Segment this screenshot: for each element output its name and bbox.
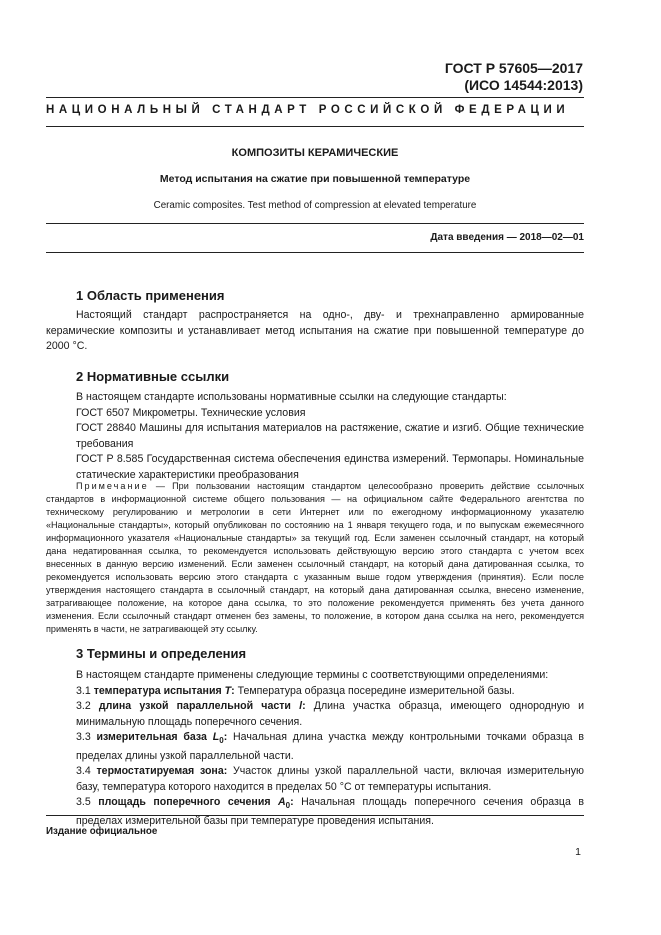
reference-item: ГОСТ 6507 Микрометры. Технические условия <box>76 406 306 419</box>
section-2-body <box>46 390 584 483</box>
standard-code-block <box>445 60 583 94</box>
term-definition: 3.1 температура испытания T: Температура образца посередине измерительной базы. <box>76 684 515 697</box>
section-3-body <box>46 668 584 829</box>
term-definition: 3.5 площадь поперечного сечения $A_0$: Начальная площадь поперечного сечения образца в пределах измерительной базы при температуре проведения испытания. <box>76 796 584 827</box>
section-2-note <box>46 480 584 636</box>
document-title: КОМПОЗИТЫ КЕРАМИЧЕСКИЕ <box>231 147 399 159</box>
term-definition: 3.4 термостатируемая зона: Участок длины узкой параллельной части, включая измерительную базу, температура которого находится в пределах 50 °С от температуры испытания. <box>76 765 584 793</box>
term-subscript: 0 <box>285 801 291 811</box>
top-rule <box>46 97 584 98</box>
term-name: площадь поперечного сечения <box>98 796 271 809</box>
term-text: Длина участка образца, имеющего однородную и минимальную площадь поперечного сечения. <box>76 700 584 728</box>
term-definition: 3.2 длина узкой параллельной части l: Длина участка образца, имеющего однородную и минимальную площадь поперечного сечения. <box>76 700 584 728</box>
note-label: Примечание <box>76 481 149 491</box>
term-text: Начальная длина участка между контрольными точками образца в пределах длины узкой параллельной части. <box>76 731 584 762</box>
term-text: Температура образца посередине измерительной базы. <box>234 684 515 697</box>
term-text: Начальная площадь поперечного сечения образца в пределах измерительной базы при температуре проведения испытания. <box>76 796 584 827</box>
reference-item: ГОСТ Р 8.585 Государственная система обеспечения единства измерений. Термопары. Номинальные статические характеристики преобразования <box>76 453 584 481</box>
footer-rule <box>46 815 584 816</box>
term-subscript: 0 <box>219 736 224 746</box>
term-name: длина узкой параллельной части <box>98 700 291 712</box>
title-rule <box>46 223 584 224</box>
term-symbol: A <box>278 796 286 809</box>
term-symbol: L <box>212 731 220 743</box>
term-definition: 3.3 измерительная база $L_0$: Начальная длина участка между контрольными точками образца в пределах длины узкой параллельной части. <box>76 731 584 762</box>
reference-item: ГОСТ 28840 Машины для испытания материалов на растяжение, сжатие и изгиб. Общие технические требования <box>76 422 584 450</box>
term-text: Участок длины узкой параллельной части, включая измерительную базу, температура которого находится в пределах 50 °С от температуры испытания. <box>76 765 584 793</box>
term-symbol: l <box>299 700 303 712</box>
section-3-heading: 3 Термины и определения <box>76 646 247 661</box>
section-3-lead: В настоящем стандарте применены следующие термины с соответствующими определениями: <box>76 669 549 681</box>
note-text: — При пользовании настоящим стандартом целесообразно проверить действие ссылочных стандартов в информационной системе общего пользования — на официальном сайте Федерального агентства по техническому регулированию и метрологии в сети Интернет или по ежегодному информационному указателю «Национальные стандарты», который опубликован по состоянию на 1 января текущего года, и по выпускам ежемесячного информационного указателя «Национальные стандарты» за текущий год. Если заменен ссылочный стандарт, на который дана недатированная ссылка, то рекомендуется использовать действующую версию этого стандарта с учетом всех внесенных в данную версию изменений. Если заменен ссылочный стандарт, на который дана датированная ссылка, то рекомендуется использовать версию этого стандарта с указанным выше годом утверждения (принятия). Если после утверждения настоящего стандарта в ссылочный стандарт, на который дана датированная ссылка, внесено изменение, затрагивающее положение, на которое дана ссылка, то это положение рекомендуется применять без учета данного изменения. Если ссылочный стандарт отменен без замены, то положение, в котором дана ссылка на него, рекомендуется применять в части, не затрагивающей эту ссылку. <box>46 481 584 634</box>
section-1-text <box>46 308 584 355</box>
national-standard-banner: НАЦИОНАЛЬНЫЙ СТАНДАРТ РОССИЙСКОЙ ФЕДЕРАЦИИ <box>46 104 570 116</box>
term-name: температура испытания <box>93 684 222 697</box>
section-1-heading: 1 Область применения <box>76 288 225 303</box>
document-subtitle: Метод испытания на сжатие при повышенной температуре <box>159 173 471 185</box>
official-edition-label: Издание официальное <box>46 826 158 837</box>
standard-code: ГОСТ Р 57605—2017 <box>444 60 583 76</box>
iso-code: (ИСО 14544:2013) <box>464 77 583 93</box>
section-2-heading: 2 Нормативные ссылки <box>76 369 230 384</box>
term-name: измерительная база <box>96 731 207 743</box>
section-2-lead: В настоящем стандарте использованы нормативные ссылки на следующие стандарты: <box>76 391 507 403</box>
banner-rule <box>46 126 584 127</box>
introduction-date: Дата введения — 2018—02—01 <box>430 232 584 243</box>
term-name: термостатируемая зона: <box>96 765 228 778</box>
english-title: Ceramic composites. Test method of compression at elevated temperature <box>153 200 477 211</box>
page-number: 1 <box>575 846 581 858</box>
section-1-paragraph: Настоящий стандарт распространяется на одно-, дву- и трехнаправленно армированные керамические композиты и устанавливает метод испытания на сжатие при повышенной температуре до 2000 °С. <box>46 309 584 352</box>
term-symbol: T <box>224 684 232 697</box>
date-rule <box>46 252 584 253</box>
